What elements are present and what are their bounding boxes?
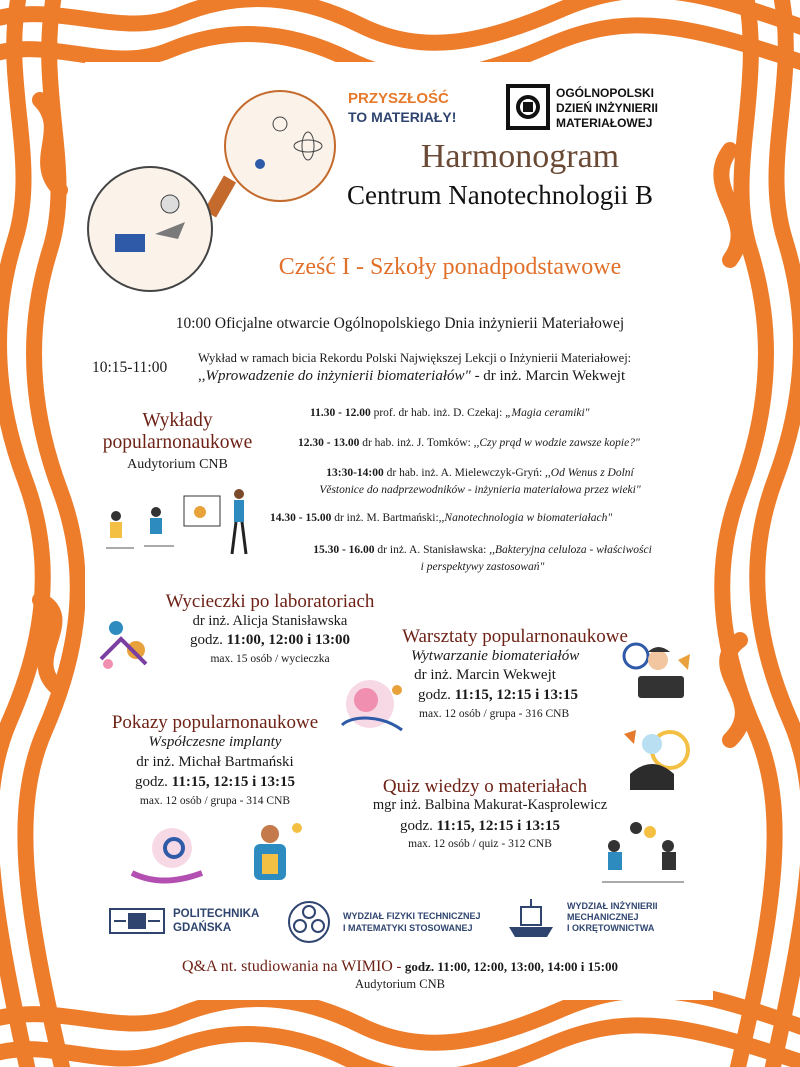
qa-dash: -: [392, 959, 405, 975]
lectures-heading: [90, 410, 265, 454]
section-heading: Cześć I - Szkoły ponadpodstawowe: [278, 254, 622, 280]
wimio-logo-text: [567, 901, 658, 934]
shows-hours: 11:15, 12:15 i 13:15: [171, 774, 295, 790]
odim-logo-text: [556, 86, 658, 131]
wimio-line1: WYDZIAŁ INŻYNIERII: [567, 901, 658, 911]
qa-line: [90, 958, 710, 976]
tours-title: Wycieczki po laboratoriach: [165, 591, 375, 612]
shows-illustration: [122, 818, 312, 890]
pg-logo-text: [173, 907, 259, 935]
lecture-item-5: [265, 542, 700, 576]
wftims-logo-text: [343, 910, 481, 934]
przyszlosc-logo-line2: TO MATERIAŁY!: [348, 109, 457, 125]
lecture-title-1: „Magia ceramiki": [505, 407, 590, 419]
odim-logo-icon: [506, 84, 550, 130]
quiz-person: mgr inż. Balbina Makurat-Kasprolewicz: [372, 797, 608, 813]
lecture-title-4: ,,Nanotechnologia w biomateriałach": [438, 512, 613, 524]
lectures-heading-line2: popularnonaukowe: [102, 432, 253, 453]
page-title: Harmonogram: [420, 138, 620, 175]
pg-logo-icon: [108, 905, 166, 935]
quiz-hours-label: godz.: [400, 818, 437, 834]
przyszlosc-logo-line1: PRZYSZŁOŚĆ: [348, 90, 449, 107]
lecture-item-1: [310, 405, 590, 422]
workshops-subtitle: Wytwarzanie biomateriałów: [411, 648, 580, 664]
lecture-speaker-2: dr hab. inż. J. Tomków:: [359, 437, 474, 449]
workshops-limit: max. 12 osób / grupa - 316 CNB: [419, 708, 570, 720]
record-title: ,,Wprowadzenie do inżynierii biomateriałów": [198, 368, 471, 384]
record-line2: [198, 368, 625, 385]
lecture-time-2: 12.30 - 13.00: [298, 437, 360, 449]
shows-hours-line: [110, 774, 320, 791]
tours-limit: max. 15 osób / wycieczka: [210, 653, 330, 665]
wimio-logo-icon: [505, 897, 557, 939]
workshops-hours-label: godz.: [418, 687, 455, 703]
quiz-title: Quiz wiedzy o materiałach: [382, 776, 588, 797]
opening-line: 10:00 Oficjalne otwarcie Ogólnopolskiego Dnia inżynierii Materiałowej: [175, 315, 625, 332]
wftims-logo-icon: [284, 898, 334, 946]
pg-line2: GDAŃSKA: [173, 922, 232, 934]
lecture-item-3: [270, 465, 690, 499]
workshops-hours: 11:15, 12:15 i 13:15: [454, 687, 578, 703]
workshop-person-illustration: [618, 640, 698, 704]
lecture-time-4: 14.30 - 15.00: [270, 512, 332, 524]
quiz-hours: 11:15, 12:15 i 13:15: [436, 818, 560, 834]
lecture-title-5: ,,Bakteryjna celuloza - właściwości: [489, 544, 652, 556]
shows-subtitle: Współczesne implanty: [148, 734, 282, 750]
wftims-line2: I MATEMATYKI STOSOWANEJ: [343, 923, 473, 933]
odim-line1: OGÓLNOPOLSKI: [556, 86, 655, 100]
quiz-woman-illustration: [620, 724, 692, 794]
lecture-title-3: ,,Od Wenus z Dolní: [545, 467, 634, 479]
przyszlosc-logo: [348, 90, 483, 126]
wftims-line1: WYDZIAŁ FIZYKI TECHNICZNEJ: [343, 911, 481, 921]
odim-line3: MATERIAŁOWEJ: [556, 116, 653, 130]
record-author: - dr inż. Marcin Wekwejt: [470, 368, 626, 384]
lectures-heading-line1: Wykłady: [142, 410, 213, 431]
lecture-speaker-1: prof. dr hab. inż. D. Czekaj:: [370, 407, 506, 419]
qa-hours: godz. 11:00, 12:00, 13:00, 14:00 i 15:00: [404, 959, 618, 974]
lecture-speaker-5: dr inż. A. Stanisławska:: [374, 544, 490, 556]
tours-illustration: [96, 614, 156, 672]
quiz-hours-line: [360, 818, 600, 835]
lecture-item-4: [270, 510, 612, 527]
classroom-illustration: [104, 488, 254, 558]
brain-illustration: [332, 670, 412, 740]
lecture-time-3: 13:30-14:00: [326, 467, 384, 479]
quiz-discussion-illustration: [598, 820, 688, 890]
tours-hours-label: godz.: [190, 632, 227, 648]
lecture-title-2: ,,Czy prąd w wodzie zawsze kopie?": [473, 437, 640, 449]
qa-title: Q&A nt. studiowania na WIMIO: [182, 958, 393, 975]
lecture-title-3b: Věstonice do nadprzewodników - inżynieria materiałowa przez wieki": [319, 484, 641, 496]
qa-place: Audytorium CNB: [355, 977, 445, 991]
workshops-title: Warsztaty popularnonaukowe: [402, 626, 628, 647]
wimio-line3: I OKRĘTOWNICTWA: [567, 923, 655, 933]
lecture-time-5: 15.30 - 16.00: [313, 544, 375, 556]
tours-person: dr inż. Alicja Stanisławska: [192, 613, 348, 629]
workshops-person: dr inż. Marcin Wekwejt: [414, 667, 556, 683]
lecture-item-2: [298, 435, 640, 452]
record-line1: Wykład w ramach bicia Rekordu Polski Największej Lekcji o Inżynierii Materiałowej:: [198, 351, 632, 365]
quiz-limit: max. 12 osób / quiz - 312 CNB: [408, 838, 552, 850]
lecture-time-1: 11.30 - 12.00: [310, 407, 371, 419]
shows-person: dr inż. Michał Bartmański: [136, 754, 294, 770]
record-time: 10:15-11:00: [92, 359, 168, 376]
page-subtitle: Centrum Nanotechnologii B: [347, 180, 653, 210]
lecture-speaker-3: dr hab. inż. A. Mielewczyk-Gryń:: [383, 467, 546, 479]
odim-line2: DZIEŃ INŻYNIERII: [556, 101, 659, 115]
lectures-place: Audytorium CNB: [127, 457, 228, 472]
lecture-title-5b: i perspektywy zastosowań": [420, 561, 545, 573]
shows-limit: max. 12 osób / grupa - 314 CNB: [139, 795, 291, 807]
shows-hours-label: godz.: [135, 774, 172, 790]
workshops-hours-line: [418, 687, 578, 704]
pg-line1: POLITECHNIKA: [173, 908, 260, 920]
tours-hours-line: [160, 632, 380, 649]
shows-title: Pokazy popularnonaukowe: [111, 712, 319, 733]
wimio-line2: MECHANICZNEJ: [567, 912, 639, 922]
lecture-speaker-4: dr inż. M. Bartmański:: [331, 512, 439, 524]
tours-hours: 11:00, 12:00 i 13:00: [226, 632, 350, 648]
